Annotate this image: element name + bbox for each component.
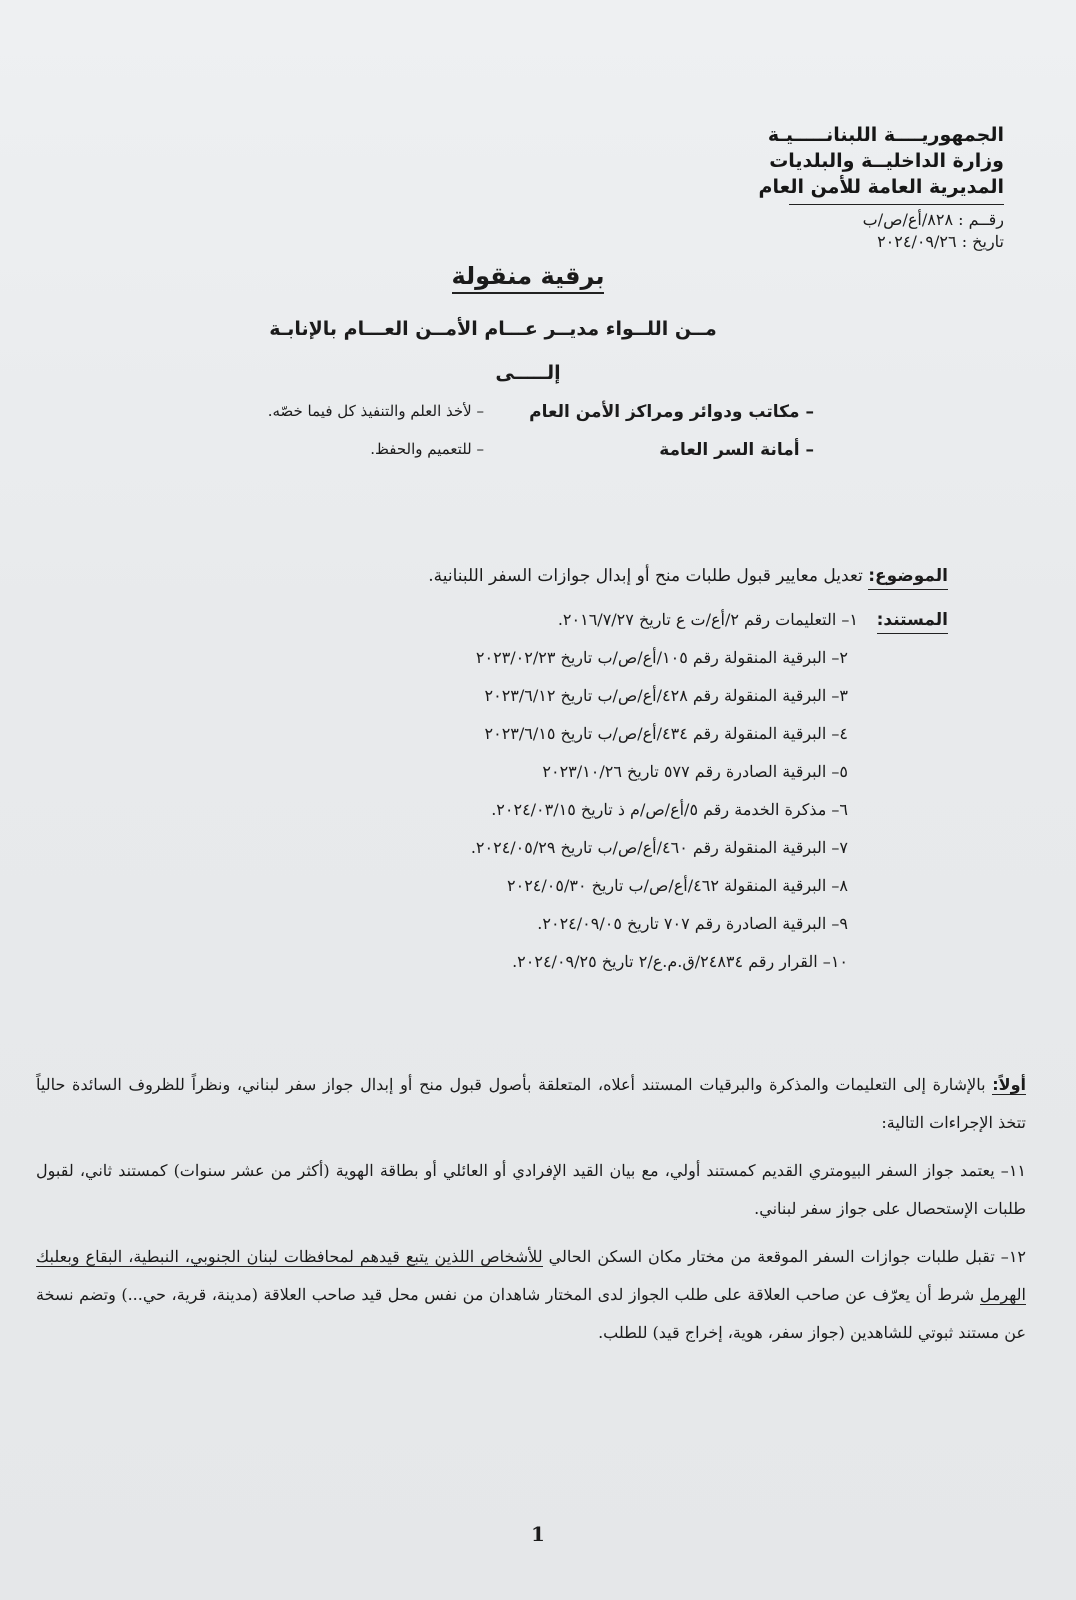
list-item: ١– التعليمات رقم ٢/أع/ت ع تاريخ ٢٠١٦/٧/٢٧. xyxy=(557,610,858,629)
republic-name: الجمهوريــــة اللبنانـــــيـة xyxy=(767,124,1004,146)
list-item: ٣– البرقية المنقولة رقم ٤٢٨/أع/ص/ب تاريخ ٢٠٢٣/٦/١٢ xyxy=(484,686,848,705)
section-label: أولاً: xyxy=(992,1075,1026,1094)
paragraph-text: بالإشارة إلى التعليمات والمذكرة والبرقيات المستند أعلاه، المتعلقة بأصول قبول منح أو إبدال جواز سفر لبناني، ونظراً للظروف السائدة حالياً تتخذ الإجراءات التالية: xyxy=(36,1075,1026,1132)
subject-line xyxy=(428,566,948,586)
list-item: ٢– البرقية المنقولة رقم ١٠٥/أع/ص/ب تاريخ ٢٠٢٣/٠٢/٢٣ xyxy=(475,648,848,667)
list-item: ٧– البرقية المنقولة رقم ٤٦٠/أع/ص/ب تاريخ ٢٠٢٤/٠٥/٢٩. xyxy=(470,838,848,857)
list-item: ٥– البرقية الصادرة رقم ٥٧٧ تاريخ ٢٠٢٣/١٠/٢٦ xyxy=(542,762,848,781)
ministry-name: وزارة الداخليــة والبلديات xyxy=(769,150,1004,172)
paragraph-text: ١١– يعتمد جواز السفر البيومتري القديم كمستند أولي، مع بيان القيد الإفرادي أو العائلي أو بطاقة الهوية (أكثر من عشر سنوات) كمستند ثاني، لقبول طلبات الإستحصال على جواز سفر لبناني. xyxy=(36,1161,1026,1218)
date-value: ٢٠٢٤/٠٩/٢٦ xyxy=(877,232,957,251)
list-item: ٩– البرقية الصادرة رقم ٧٠٧ تاريخ ٢٠٢٤/٠٩/٠٥. xyxy=(537,914,848,933)
recipient-name: – مكاتب ودوائر ومراكز الأمن العام xyxy=(529,402,814,422)
sender-line: مــن اللــواء مديــر عـــام الأمــن العـــام بالإنابـة xyxy=(269,318,717,340)
number-label: رقــم : xyxy=(958,210,1004,229)
recipient-action: – للتعميم والحفظ. xyxy=(370,440,484,458)
underlined-text: للأشخاص اللذين يتبع قيدهم لمحافظات لبنان الجنوبي، النبطية، البقاع وبعلبك الهرمل xyxy=(36,1247,1026,1304)
list-item: ٨– البرقية المنقولة ٤٦٢/أع/ص/ب تاريخ ٢٠٢٤/٠٥/٣٠ xyxy=(507,876,848,895)
paragraph-text: ١٢– تقبل طلبات جوازات السفر الموقعة من مختار مكان السكن الحالي xyxy=(542,1247,1026,1266)
list-item: ١٠– القرار رقم ٢٤٨٣٤/ق.م.ع/٢ تاريخ ٢٠٢٤/٠٩/٢٥. xyxy=(512,952,848,971)
item-12 xyxy=(36,1238,1026,1352)
list-item: ٤– البرقية المنقولة رقم ٤٣٤/أع/ص/ب تاريخ ٢٠٢٣/٦/١٥ xyxy=(484,724,848,743)
recipient-heading: إلـــــى xyxy=(495,362,561,384)
header-divider xyxy=(789,204,1004,205)
date-label: تاريخ : xyxy=(961,232,1004,251)
number-value: ٨٢٨/أع/ص/ب xyxy=(862,210,954,229)
item-11 xyxy=(36,1152,1026,1228)
document-title: برقية منقولة xyxy=(0,262,1076,290)
letterhead xyxy=(759,122,1004,253)
references-label: المستند: xyxy=(877,610,948,630)
paragraph-text: شرط أن يعرّف عن صاحب العلاقة على طلب الجواز لدى المختار شاهدان من نفس محل قيد صاحب العلاقة (مدينة، قرية، حي...) وتضم نسخة عن مستند ثبوتي للشاهدين (جواز سفر، هوية، إخراج قيد) للطلب. xyxy=(36,1285,1026,1342)
page-number: 1 xyxy=(531,1522,545,1546)
reference-number xyxy=(759,209,1004,231)
subject-text: تعديل معايير قبول طلبات منح أو إبدال جوازات السفر اللبنانية. xyxy=(428,566,863,586)
list-item: ٦– مذكرة الخدمة رقم ٥/أع/ص/م ذ تاريخ ٢٠٢٤/٠٣/١٥. xyxy=(491,800,848,819)
paragraph-first xyxy=(36,1066,1026,1142)
subject-label: الموضوع: xyxy=(868,566,948,590)
document-date xyxy=(759,231,1004,253)
recipient-name: – أمانة السر العامة xyxy=(659,440,814,460)
recipient-action: – لأخذ العلم والتنفيذ كل فيما خصّه. xyxy=(267,402,484,420)
directorate-name: المديرية العامة للأمن العام xyxy=(758,176,1004,198)
